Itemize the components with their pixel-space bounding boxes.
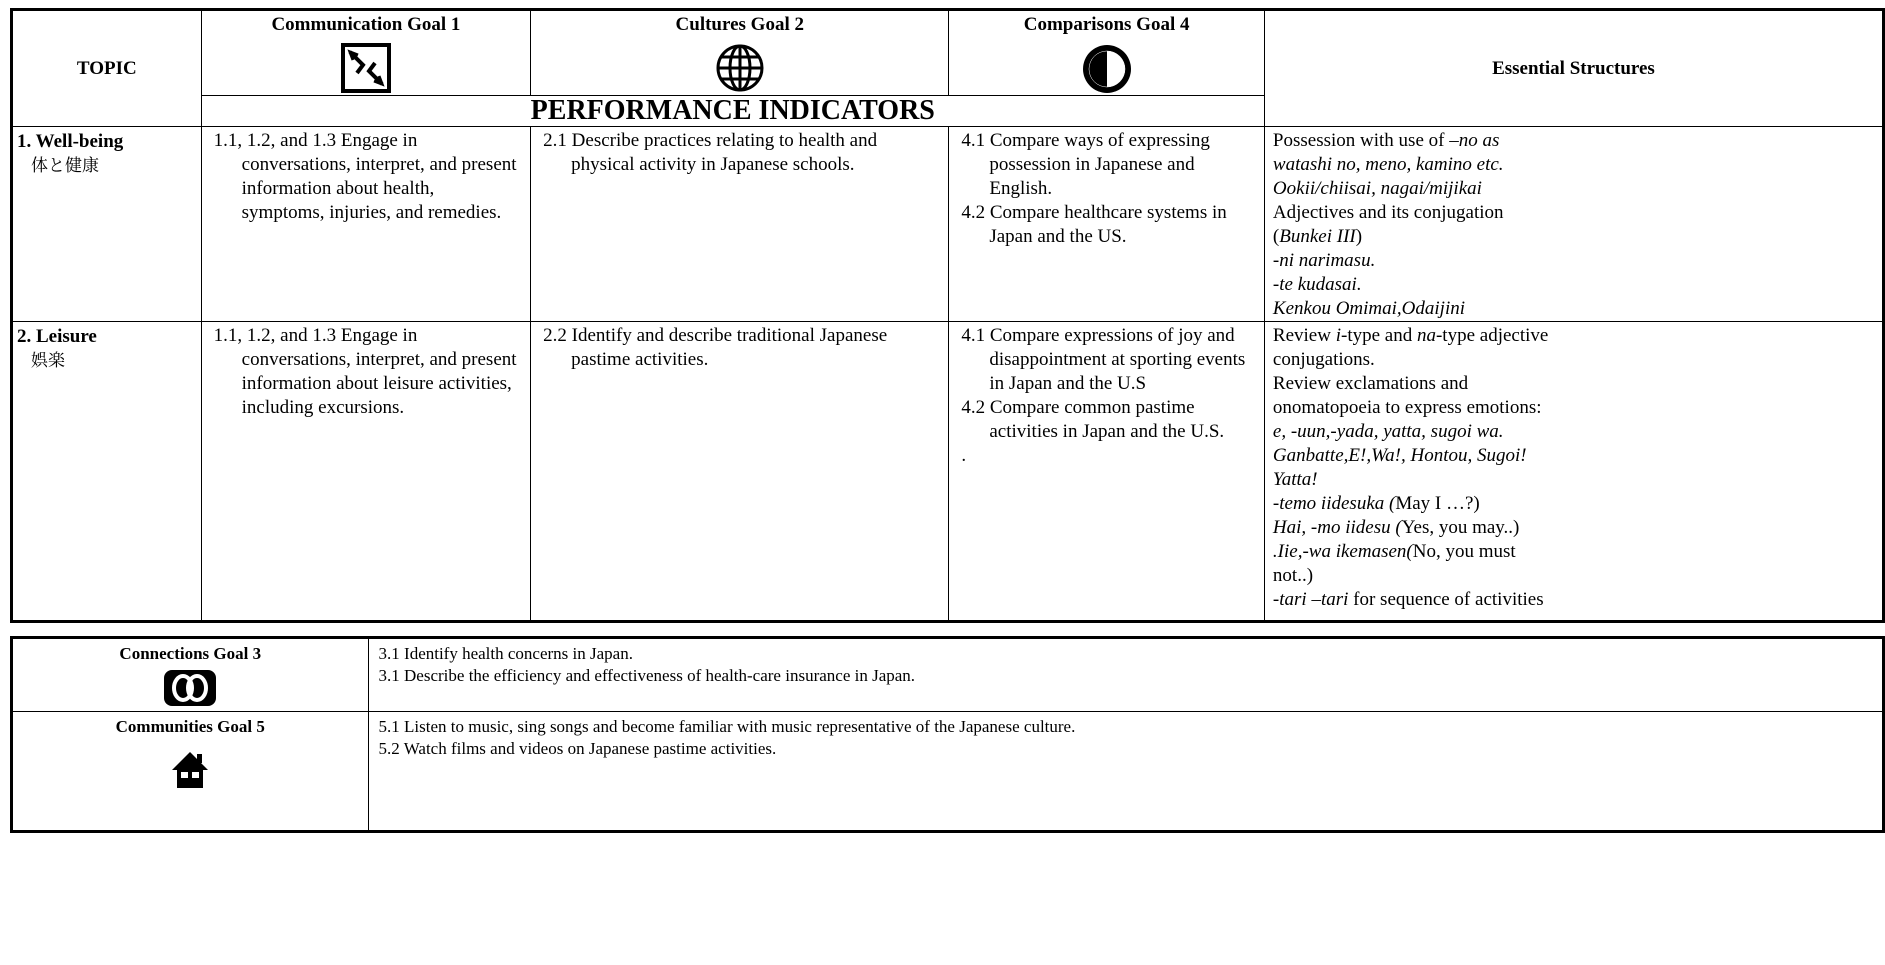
goal-label: Communities Goal 5 bbox=[115, 717, 265, 736]
goal-line: 5.1 Listen to music, sing songs and become familiar with music representative of the Japanese culture. bbox=[378, 717, 1076, 736]
comparisons-header-label: Comparisons Goal 4 bbox=[1023, 14, 1190, 35]
cultures-cell bbox=[531, 127, 949, 322]
indicator-text: 2.2 Identify and describe traditional Japanese pastime activities. bbox=[543, 325, 888, 370]
topic-japanese: 娯楽 bbox=[31, 351, 65, 371]
globe-icon bbox=[715, 43, 765, 93]
table-row bbox=[12, 712, 1884, 832]
structure-line: Adjectives and its conjugation bbox=[1272, 202, 1504, 223]
structure-line: e, -uun,-yada, yatta, sugoi wa. bbox=[1272, 421, 1504, 442]
topic-title: 1. Well-being bbox=[17, 131, 124, 152]
table-row bbox=[12, 127, 1884, 322]
structure-line: onomatopoeia to express emotions: bbox=[1272, 397, 1542, 418]
communication-header-label: Communication Goal 1 bbox=[271, 14, 461, 35]
essential-structures-cell bbox=[1264, 322, 1883, 622]
communities-goal-text bbox=[368, 712, 1883, 832]
goal-line: 3.1 Identify health concerns in Japan. bbox=[378, 644, 633, 663]
topic-japanese: 体と健康 bbox=[31, 156, 99, 176]
table-row bbox=[12, 322, 1884, 622]
communication-header bbox=[201, 10, 531, 96]
cultures-cell bbox=[531, 322, 949, 622]
structure-line: (Bunkei III) bbox=[1272, 226, 1363, 247]
structure-line: watashi no, meno, kamino etc. bbox=[1272, 154, 1504, 175]
topic-cell bbox=[12, 322, 202, 622]
structure-line: Ganbatte,E!,Wa!, Hontou, Sugoi! bbox=[1272, 445, 1527, 466]
structure-line: Hai, -mo iidesu (Yes, you may..) bbox=[1272, 517, 1520, 538]
communication-arrows-icon bbox=[341, 43, 391, 93]
communication-cell bbox=[201, 127, 531, 322]
structure-line: Yatta! bbox=[1272, 469, 1318, 490]
goals-table bbox=[10, 636, 1885, 833]
curriculum-table bbox=[10, 8, 1885, 623]
indicator-text: 4.1 Compare expressions of joy and disappointment at sporting events in Japan and the U.S bbox=[961, 325, 1246, 394]
cultures-header bbox=[531, 10, 949, 96]
essential-structures-header bbox=[1264, 10, 1883, 127]
structure-line: not..) bbox=[1272, 565, 1314, 586]
comparisons-cell bbox=[949, 322, 1265, 622]
performance-indicators-heading: PERFORMANCE INDICATORS bbox=[201, 96, 1264, 127]
indicator-text: 4.1 Compare ways of expressing possession in Japanese and English. bbox=[961, 130, 1210, 199]
structure-line: .Iie,-wa ikemasen(No, you must bbox=[1272, 541, 1516, 562]
structure-line: conjugations. bbox=[1272, 349, 1375, 370]
comparisons-header bbox=[949, 10, 1265, 96]
structure-line: -ni narimasu. bbox=[1272, 250, 1376, 271]
header-row bbox=[12, 10, 1884, 96]
essential-structures-cell bbox=[1264, 127, 1883, 322]
structure-line: -te kudasai. bbox=[1272, 274, 1362, 295]
indicator-text: . bbox=[961, 445, 967, 466]
goal-label: Connections Goal 3 bbox=[119, 644, 262, 663]
topic-header bbox=[12, 10, 202, 127]
house-icon bbox=[170, 750, 210, 790]
structure-line: -tari –tari for sequence of activities bbox=[1272, 589, 1544, 610]
topic-title: 2. Leisure bbox=[17, 326, 97, 347]
topic-header-label: TOPIC bbox=[76, 57, 137, 79]
goal-line: 3.1 Describe the efficiency and effectiveness of health-care insurance in Japan. bbox=[378, 666, 916, 685]
cultures-header-label: Cultures Goal 2 bbox=[675, 14, 804, 35]
table-row bbox=[12, 638, 1884, 712]
topic-cell bbox=[12, 127, 202, 322]
structure-line: -temo iidesuka (May I …?) bbox=[1272, 493, 1480, 514]
indicator-text: 1.1, 1.2, and 1.3 Engage in conversations, interpret, and present information about health, symptoms, injuries, and remedies. bbox=[213, 130, 517, 223]
contrast-circle-icon bbox=[1081, 43, 1133, 95]
goal-line: 5.2 Watch films and videos on Japanese pastime activities. bbox=[378, 739, 777, 758]
indicator-text: 4.2 Compare healthcare systems in Japan and the US. bbox=[961, 202, 1227, 247]
indicator-text: 1.1, 1.2, and 1.3 Engage in conversations, interpret, and present information about leisure activities, including excursions. bbox=[213, 325, 517, 418]
indicator-text: 2.1 Describe practices relating to health and physical activity in Japanese schools. bbox=[543, 130, 878, 175]
connections-goal-text bbox=[368, 638, 1883, 712]
connections-goal-cell bbox=[12, 638, 369, 712]
communities-goal-cell bbox=[12, 712, 369, 832]
essential-structures-header-label: Essential Structures bbox=[1492, 57, 1655, 79]
indicator-text: 4.2 Compare common pastime activities in Japan and the U.S. bbox=[961, 397, 1225, 442]
communication-cell bbox=[201, 322, 531, 622]
interlocking-rings-icon bbox=[163, 669, 217, 707]
structure-line: Ookii/chiisai, nagai/mijikai bbox=[1272, 178, 1482, 199]
structure-line: Review i-type and na-type adjective bbox=[1272, 325, 1549, 346]
structure-line: Review exclamations and bbox=[1272, 373, 1469, 394]
comparisons-cell bbox=[949, 127, 1265, 322]
structure-line: Possession with use of –no as bbox=[1272, 130, 1500, 151]
structure-line: Kenkou Omimai,Odaijini bbox=[1272, 298, 1466, 319]
